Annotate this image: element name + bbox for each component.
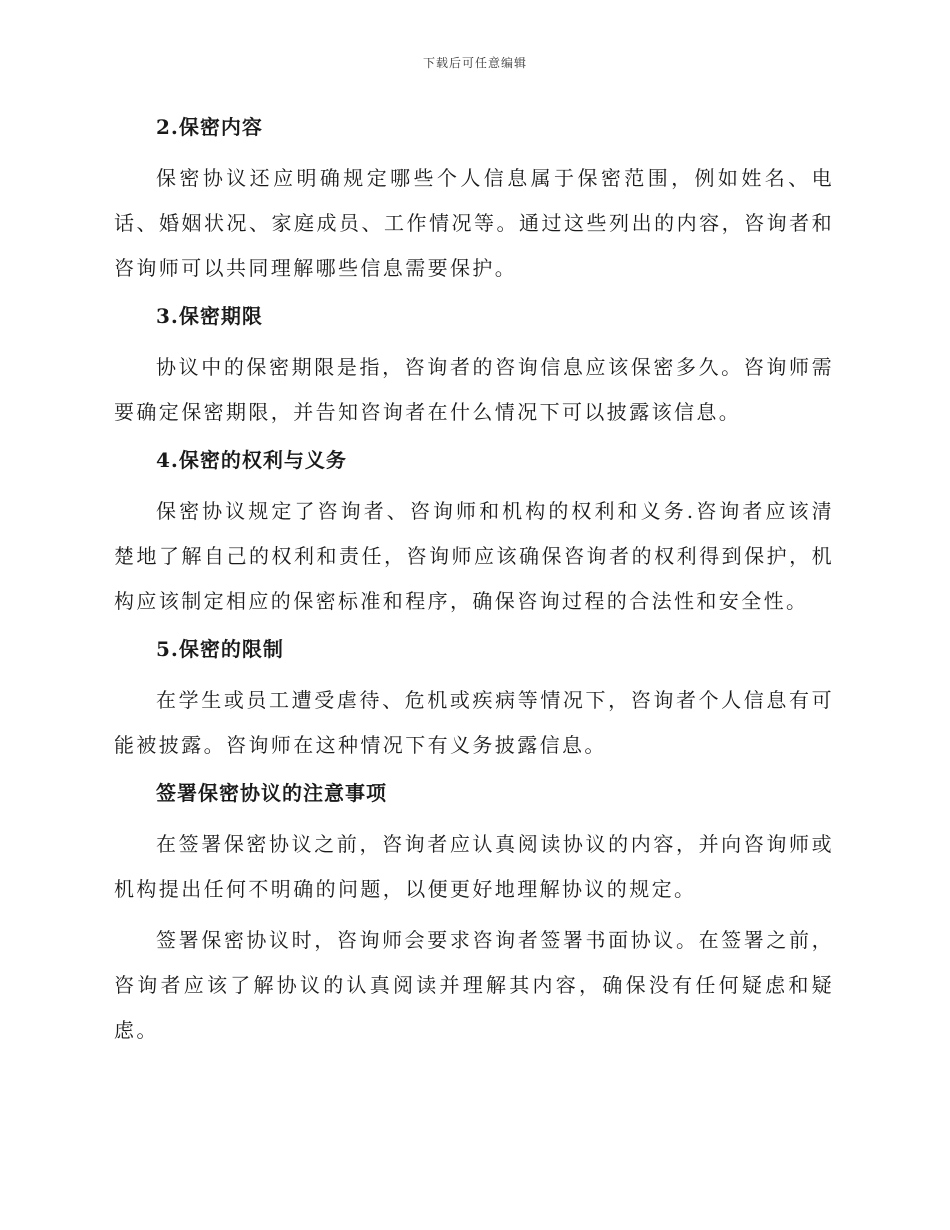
paragraph: 签署保密协议时，咨询师会要求咨询者签署书面协议。在签署之前，咨询者应该了解协议的认真阅读并理解其内容，确保没有任何疑虑和疑虑。: [114, 928, 834, 1042]
header-note: 下载后可任意编辑: [422, 56, 527, 70]
section-heading: 签署保密协议的注意事项: [156, 781, 387, 805]
paragraph: 保密协议规定了咨询者、咨询师和机构的权利和义务.咨询者应该清楚地了解自己的权利和责任，咨询师应该确保咨询者的权利得到保护，机构应该制定相应的保密标准和程序，确保咨询过程的合法性和安全性。: [114, 499, 834, 613]
paragraph: 协议中的保密期限是指，咨询者的咨询信息应该保密多久。咨询师需要确定保密期限，并告知咨询者在什么情况下可以披露该信息。: [114, 355, 834, 424]
section-heading: 5.保密的限制: [156, 637, 284, 661]
section-heading: 3.保密期限: [156, 304, 263, 328]
section-heading: 2.保密内容: [156, 115, 263, 139]
paragraph: 保密协议还应明确规定哪些个人信息属于保密范围，例如姓名、电话、婚姻状况、家庭成员、工作情况等。通过这些列出的内容，咨询者和咨询师可以共同理解哪些信息需要保护。: [114, 166, 834, 280]
document-body: [114, 108, 834, 1059]
section-heading: 4.保密的权利与义务: [156, 448, 347, 472]
paragraph: 在学生或员工遭受虐待、危机或疾病等情况下，咨询者个人信息有可能被披露。咨询师在这种情况下有义务披露信息。: [114, 688, 834, 757]
paragraph: 在签署保密协议之前，咨询者应认真阅读协议的内容，并向咨询师或机构提出任何不明确的问题，以便更好地理解协议的规定。: [114, 832, 834, 901]
